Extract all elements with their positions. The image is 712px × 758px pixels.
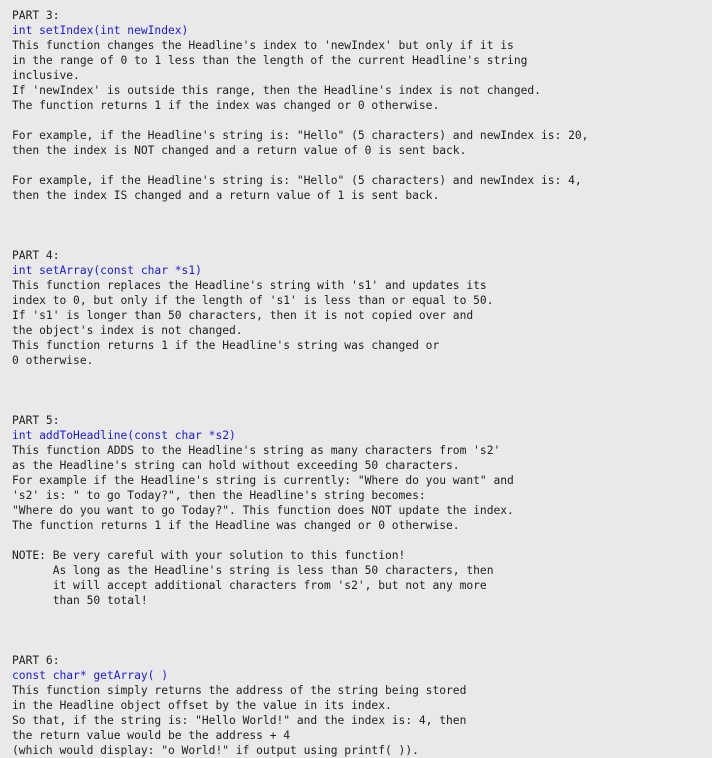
text-line: the object's index is not changed. (12, 324, 243, 337)
text-line: This function changes the Headline's index to 'newIndex' but only if it is (12, 39, 514, 52)
paragraph-gap (12, 113, 708, 128)
paragraph-gap (12, 158, 708, 173)
text-line: then the index is NOT changed and a return value of 0 is sent back. (12, 144, 467, 157)
part-section (12, 608, 708, 758)
text-line: This function replaces the Headline's string with 's1' and updates its (12, 279, 487, 292)
spacer (12, 398, 708, 413)
spacer (12, 623, 708, 638)
text-line: As long as the Headline's string is less than 50 characters, then (12, 564, 494, 577)
part-heading: PART 5: (12, 414, 60, 427)
part-section (12, 203, 708, 368)
part-heading: PART 3: (12, 9, 60, 22)
part-section (12, 8, 708, 203)
text-line: 's2' is: " to go Today?", then the Headline's string becomes: (12, 489, 426, 502)
part-heading: PART 6: (12, 654, 60, 667)
text-line: NOTE: Be very careful with your solution to this function! (12, 549, 406, 562)
text-line: index to 0, but only if the length of 's1' is less than or equal to 50. (12, 294, 494, 307)
paragraph-gap (12, 533, 708, 548)
part-heading: PART 4: (12, 249, 60, 262)
text-line: it will accept additional characters from 's2', but not any more (12, 579, 487, 592)
text-line: If 's1' is longer than 50 characters, then it is not copied over and (12, 309, 474, 322)
spacer (12, 608, 708, 623)
text-line: The function returns 1 if the Headline was changed or 0 otherwise. (12, 519, 460, 532)
spacer (12, 383, 708, 398)
function-signature: int setIndex(int newIndex) (12, 24, 189, 37)
text-line: in the Headline object offset by the value in its index. (12, 699, 392, 712)
text-line: inclusive. (12, 69, 80, 82)
text-line: This function simply returns the address of the string being stored (12, 684, 467, 697)
function-signature: int addToHeadline(const char *s2) (12, 429, 236, 442)
text-line: For example, if the Headline's string is: "Hello" (5 characters) and newIndex is: 4, (12, 174, 582, 187)
assignment-document (12, 8, 708, 758)
spacer (12, 218, 708, 233)
text-line: in the range of 0 to 1 less than the length of the current Headline's string (12, 54, 528, 67)
text-line: 0 otherwise. (12, 354, 94, 367)
spacer (12, 233, 708, 248)
function-signature: int setArray(const char *s1) (12, 264, 202, 277)
text-line: then the index IS changed and a return value of 1 is sent back. (12, 189, 440, 202)
text-line: For example if the Headline's string is currently: "Where do you want" and (12, 474, 514, 487)
spacer (12, 368, 708, 383)
text-line: than 50 total! (12, 594, 148, 607)
function-signature: const char* getArray( ) (12, 669, 168, 682)
text-line: For example, if the Headline's string is: "Hello" (5 characters) and newIndex is: 20, (12, 129, 589, 142)
spacer (12, 203, 708, 218)
text-line: This function returns 1 if the Headline's string was changed or (12, 339, 440, 352)
text-line: the return value would be the address + 4 (12, 729, 291, 742)
text-line: (which would display: "o World!" if output using printf( )). (12, 744, 419, 757)
spacer (12, 638, 708, 653)
text-line: as the Headline's string can hold without exceeding 50 characters. (12, 459, 460, 472)
part-section (12, 368, 708, 608)
text-line: The function returns 1 if the index was changed or 0 otherwise. (12, 99, 440, 112)
text-line: "Where do you want to go Today?". This function does NOT update the index. (12, 504, 514, 517)
text-line: So that, if the string is: "Hello World!" and the index is: 4, then (12, 714, 467, 727)
text-line: This function ADDS to the Headline's string as many characters from 's2' (12, 444, 501, 457)
text-line: If 'newIndex' is outside this range, then the Headline's index is not changed. (12, 84, 541, 97)
